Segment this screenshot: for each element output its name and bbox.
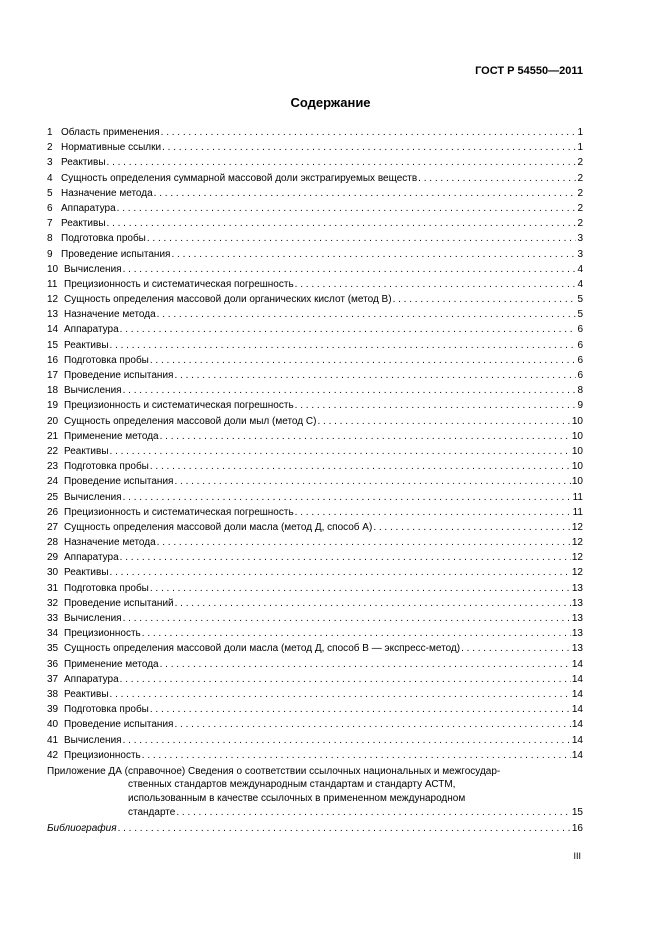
toc-entry-page: 1 <box>577 142 583 154</box>
page-number: III <box>573 851 581 861</box>
leader-dots <box>120 672 571 687</box>
toc-entry-number: 19 <box>47 400 59 412</box>
toc-entry-number: 24 <box>47 476 59 488</box>
toc-entry-page: 12 <box>571 552 583 564</box>
appendix-last-line: стандарте <box>128 807 176 819</box>
toc-entry-title: Назначение метода <box>64 309 156 321</box>
leader-dots <box>110 687 571 702</box>
toc-entry-number: 32 <box>47 597 59 609</box>
toc-entry[interactable] <box>47 125 583 140</box>
toc-entry-title: Нормативные ссылки <box>61 142 162 154</box>
toc-entry-page: 14 <box>571 749 583 761</box>
toc-entry-page: 14 <box>571 704 583 716</box>
toc-entry-title: Аппаратура <box>64 324 119 336</box>
leader-dots <box>160 657 571 672</box>
toc-entry-title: Назначение метода <box>64 537 156 549</box>
bibliography-page: 16 <box>571 822 583 834</box>
toc-entry-page: 2 <box>577 202 583 214</box>
toc-entry[interactable] <box>47 201 583 216</box>
appendix-line-2: ственных стандартов международным стандартам и стандарту АСТМ, <box>128 779 456 791</box>
toc-entry[interactable] <box>47 414 583 429</box>
toc-entry-title: Проведение испытания <box>61 248 171 260</box>
toc-entry-title: Сущность определения массовой доли масла (метод Д, способ А) <box>64 521 373 533</box>
toc-entry-title: Вычисления <box>64 613 122 624</box>
toc-entry-number: 21 <box>47 430 59 442</box>
toc-entry-title: Вычисления <box>64 263 122 275</box>
toc-entry-page: 11 <box>572 506 583 518</box>
toc-entry-title: Проведение испытания <box>64 719 174 731</box>
toc-entry-page: 4 <box>577 263 583 275</box>
page-title: Содержание <box>290 95 371 110</box>
leader-dots <box>174 368 576 383</box>
leader-dots <box>393 292 577 307</box>
toc-entry[interactable] <box>47 444 583 459</box>
toc-entry[interactable] <box>47 231 583 246</box>
toc-entry-title: Прецизионность <box>64 628 141 640</box>
toc-entry[interactable] <box>47 550 583 565</box>
toc-entry-title: Реактивы <box>64 445 109 457</box>
leader-dots <box>373 520 571 535</box>
leader-dots <box>161 125 577 140</box>
toc-entry-number: 25 <box>47 491 59 503</box>
toc-entry-title: Аппаратура <box>61 202 116 214</box>
toc-entry-number: 36 <box>47 658 59 670</box>
toc-entry-number: 33 <box>47 613 59 624</box>
toc-entry-number: 2 <box>47 142 53 154</box>
toc-entry-title: Прецизионность <box>64 749 141 761</box>
toc-entry-number: 37 <box>47 673 59 685</box>
bibliography-title: Библиография <box>47 822 117 834</box>
toc-entry-page: 4 <box>577 278 583 290</box>
toc-entry[interactable] <box>47 247 583 262</box>
toc-entry-title: Вычисления <box>64 385 122 397</box>
toc-entry-title: Подготовка пробы <box>64 704 149 716</box>
toc-entry-number: 6 <box>47 202 53 214</box>
toc-entry-page: 12 <box>571 521 583 533</box>
toc-entry-title: Реактивы <box>61 157 106 169</box>
leader-dots <box>123 490 572 505</box>
leader-dots <box>418 171 576 186</box>
toc-entry[interactable] <box>47 748 583 763</box>
toc-rows <box>47 125 583 763</box>
leader-dots <box>171 247 576 262</box>
toc-entry[interactable] <box>47 657 583 672</box>
toc-entry-title: Подготовка пробы <box>64 582 149 594</box>
toc-entry-title: Подготовка пробы <box>64 461 149 473</box>
leader-dots <box>118 821 571 836</box>
toc-entry-title: Применение метода <box>64 430 159 442</box>
toc-entry-page: 5 <box>577 309 583 321</box>
toc-entry-title: Прецизионность и систематическая погрешность <box>64 506 294 518</box>
toc-entry-title: Аппаратура <box>64 552 119 564</box>
toc-entry[interactable] <box>47 186 583 201</box>
leader-dots <box>175 596 571 611</box>
toc-entry[interactable] <box>47 383 583 398</box>
toc-entry-page: 12 <box>571 567 583 579</box>
toc-entry-number: 26 <box>47 506 59 518</box>
toc-entry-title: Сущность определения массовой доли органических кислот (метод В) <box>64 294 392 306</box>
toc-entry-page: 6 <box>577 370 583 381</box>
toc-entry-page: 6 <box>577 324 583 336</box>
toc-entry-title: Проведение испытания <box>64 370 174 381</box>
toc-entry-number: 7 <box>47 218 53 230</box>
bibliography-entry[interactable] <box>47 821 583 836</box>
leader-dots <box>147 231 577 246</box>
toc-entry[interactable] <box>47 277 583 292</box>
toc-entry[interactable] <box>47 459 583 474</box>
toc-entry-number: 3 <box>47 157 53 169</box>
toc-entry-page: 14 <box>571 688 583 700</box>
toc-entry[interactable] <box>47 216 583 231</box>
leader-dots <box>150 581 571 596</box>
toc-entry[interactable] <box>47 474 583 489</box>
toc-entry-title: Прецизионность и систематическая погрешность <box>64 278 294 290</box>
toc-entry[interactable] <box>47 581 583 596</box>
toc-entry-number: 8 <box>47 233 53 245</box>
toc-entry[interactable] <box>47 641 583 656</box>
toc-entry-number: 40 <box>47 719 59 731</box>
toc-entry-number: 17 <box>47 370 59 381</box>
toc-entry[interactable] <box>47 565 583 580</box>
toc-entry-page: 11 <box>572 491 583 503</box>
leader-dots <box>123 383 577 398</box>
toc-entry-number: 29 <box>47 552 59 564</box>
document-header: ГОСТ Р 54550—2011 <box>475 65 583 77</box>
toc-entry-page: 1 <box>577 127 583 138</box>
toc-entry[interactable] <box>47 687 583 702</box>
toc-entry-number: 31 <box>47 582 59 594</box>
toc-entry-number: 12 <box>47 294 59 306</box>
toc-entry-number: 22 <box>47 445 59 457</box>
toc-entry-page: 5 <box>577 294 583 306</box>
leader-dots <box>160 429 571 444</box>
leader-dots <box>157 307 577 322</box>
toc-entry[interactable] <box>47 307 583 322</box>
toc-entry-page: 10 <box>571 445 583 457</box>
toc-entry-page: 2 <box>577 157 583 169</box>
toc-entry-number: 42 <box>47 749 59 761</box>
toc-entry-page: 9 <box>577 400 583 412</box>
toc-entry-page: 3 <box>577 248 583 260</box>
toc-entry[interactable] <box>47 171 583 186</box>
leader-dots <box>150 353 577 368</box>
toc-entry[interactable] <box>47 322 583 337</box>
toc-entry-page: 10 <box>571 430 583 442</box>
leader-dots <box>142 626 571 641</box>
toc-entry-title: Реактивы <box>64 339 109 351</box>
toc-entry-title: Применение метода <box>64 658 159 670</box>
toc-entry-number: 9 <box>47 248 53 260</box>
toc-entry-number: 34 <box>47 628 59 640</box>
leader-dots <box>295 277 577 292</box>
leader-dots <box>123 611 571 626</box>
leader-dots <box>174 717 570 732</box>
leader-dots <box>157 535 571 550</box>
toc-entry[interactable] <box>47 368 583 383</box>
leader-dots <box>295 505 572 520</box>
leader-dots <box>142 748 571 763</box>
toc-entry[interactable] <box>47 520 583 535</box>
toc-entry[interactable] <box>47 140 583 155</box>
toc-entry[interactable] <box>47 505 583 520</box>
table-of-contents <box>47 125 583 836</box>
toc-entry[interactable] <box>47 262 583 277</box>
toc-entry[interactable] <box>47 626 583 641</box>
toc-entry-title: Реактивы <box>61 218 106 230</box>
toc-entry-page: 13 <box>571 628 583 640</box>
toc-entry-page: 10 <box>571 461 583 473</box>
toc-entry[interactable] <box>47 733 583 748</box>
toc-entry-number: 16 <box>47 354 59 366</box>
toc-entry-number: 35 <box>47 643 59 655</box>
toc-entry-number: 14 <box>47 324 59 336</box>
toc-entry-number: 28 <box>47 537 59 549</box>
toc-entry-page: 13 <box>571 643 583 655</box>
toc-entry[interactable] <box>47 292 583 307</box>
toc-entry-number: 41 <box>47 734 59 746</box>
leader-dots <box>317 414 570 429</box>
toc-entry-page: 13 <box>571 613 583 624</box>
toc-entry-page: 8 <box>577 385 583 397</box>
toc-entry-title: Вычисления <box>64 491 122 503</box>
toc-entry[interactable] <box>47 155 583 170</box>
leader-dots <box>176 805 571 820</box>
appendix-line-1: Приложение ДА (справочное) Сведения о соответствии ссылочных национальных и межгосудар- <box>47 765 501 777</box>
toc-entry-title: Вычисления <box>64 734 122 746</box>
toc-entry-title: Область применения <box>61 127 160 138</box>
toc-entry-page: 3 <box>577 233 583 245</box>
toc-entry-title: Проведение испытания <box>64 476 174 488</box>
appendix-entry[interactable] <box>47 765 583 821</box>
appendix-line-4 <box>47 805 583 820</box>
leader-dots <box>120 550 571 565</box>
toc-entry-number: 18 <box>47 385 59 397</box>
toc-entry[interactable] <box>47 353 583 368</box>
leader-dots <box>123 262 577 277</box>
leader-dots <box>110 565 571 580</box>
appendix-page: 15 <box>571 807 583 819</box>
toc-entry-title: Реактивы <box>64 688 109 700</box>
leader-dots <box>295 398 577 413</box>
toc-entry-number: 10 <box>47 263 59 275</box>
toc-entry-title: Проведение испытаний <box>64 597 174 609</box>
toc-entry-number: 5 <box>47 187 53 199</box>
leader-dots <box>120 322 577 337</box>
toc-entry-title: Сущность определения суммарной массовой доли экстрагируемых веществ <box>61 172 418 184</box>
toc-entry[interactable] <box>47 338 583 353</box>
toc-entry-title: Сущность определения массовой доли масла (метод Д, способ В — экспресс-метод) <box>64 643 461 655</box>
toc-entry-page: 2 <box>577 187 583 199</box>
toc-entry-number: 11 <box>47 278 58 290</box>
appendix-line-3: использованным в качестве ссылочных в примененном международном <box>128 792 466 804</box>
toc-entry[interactable] <box>47 429 583 444</box>
toc-entry[interactable] <box>47 596 583 611</box>
toc-entry-title: Аппаратура <box>64 673 119 685</box>
toc-entry-title: Реактивы <box>64 567 109 579</box>
toc-entry-title: Прецизионность и систематическая погрешность <box>64 400 294 412</box>
toc-entry-number: 15 <box>47 339 59 351</box>
toc-entry-page: 14 <box>571 673 583 685</box>
leader-dots <box>154 186 577 201</box>
toc-entry-page: 14 <box>571 734 583 746</box>
leader-dots <box>107 155 577 170</box>
toc-entry-title: Подготовка пробы <box>61 233 146 245</box>
leader-dots <box>110 444 571 459</box>
toc-entry-number: 13 <box>47 309 59 321</box>
toc-entry[interactable] <box>47 717 583 732</box>
leader-dots <box>150 459 571 474</box>
toc-entry-title: Назначение метода <box>61 187 153 199</box>
toc-entry-number: 27 <box>47 521 59 533</box>
leader-dots <box>110 338 577 353</box>
toc-entry[interactable] <box>47 398 583 413</box>
toc-entry-page: 13 <box>571 597 583 609</box>
leader-dots <box>461 641 571 656</box>
toc-entry-page: 13 <box>571 582 583 594</box>
toc-entry-number: 4 <box>47 172 53 184</box>
leader-dots <box>162 140 576 155</box>
toc-entry-page: 2 <box>577 218 583 230</box>
toc-entry-page: 6 <box>577 354 583 366</box>
leader-dots <box>117 201 577 216</box>
toc-entry-number: 23 <box>47 461 59 473</box>
leader-dots <box>174 474 570 489</box>
toc-entry-page: 10 <box>571 415 583 427</box>
leader-dots <box>123 733 571 748</box>
toc-entry-number: 39 <box>47 704 59 716</box>
toc-entry-number: 30 <box>47 567 59 579</box>
toc-entry-title: Подготовка пробы <box>64 354 149 366</box>
toc-entry[interactable] <box>47 490 583 505</box>
leader-dots <box>150 702 571 717</box>
toc-entry-page: 12 <box>571 537 583 549</box>
toc-entry-page: 14 <box>571 658 583 670</box>
toc-entry-number: 1 <box>47 127 53 138</box>
toc-entry[interactable] <box>47 611 583 626</box>
toc-entry-page: 2 <box>577 172 583 184</box>
toc-entry-page: 14 <box>571 719 583 731</box>
toc-entry[interactable] <box>47 535 583 550</box>
toc-entry[interactable] <box>47 672 583 687</box>
leader-dots <box>107 216 577 231</box>
toc-entry-number: 38 <box>47 688 59 700</box>
toc-entry-page: 10 <box>571 476 583 488</box>
toc-entry[interactable] <box>47 702 583 717</box>
toc-entry-page: 6 <box>577 339 583 351</box>
toc-entry-number: 20 <box>47 415 59 427</box>
toc-entry-title: Сущность определения массовой доли мыл (метод С) <box>64 415 317 427</box>
